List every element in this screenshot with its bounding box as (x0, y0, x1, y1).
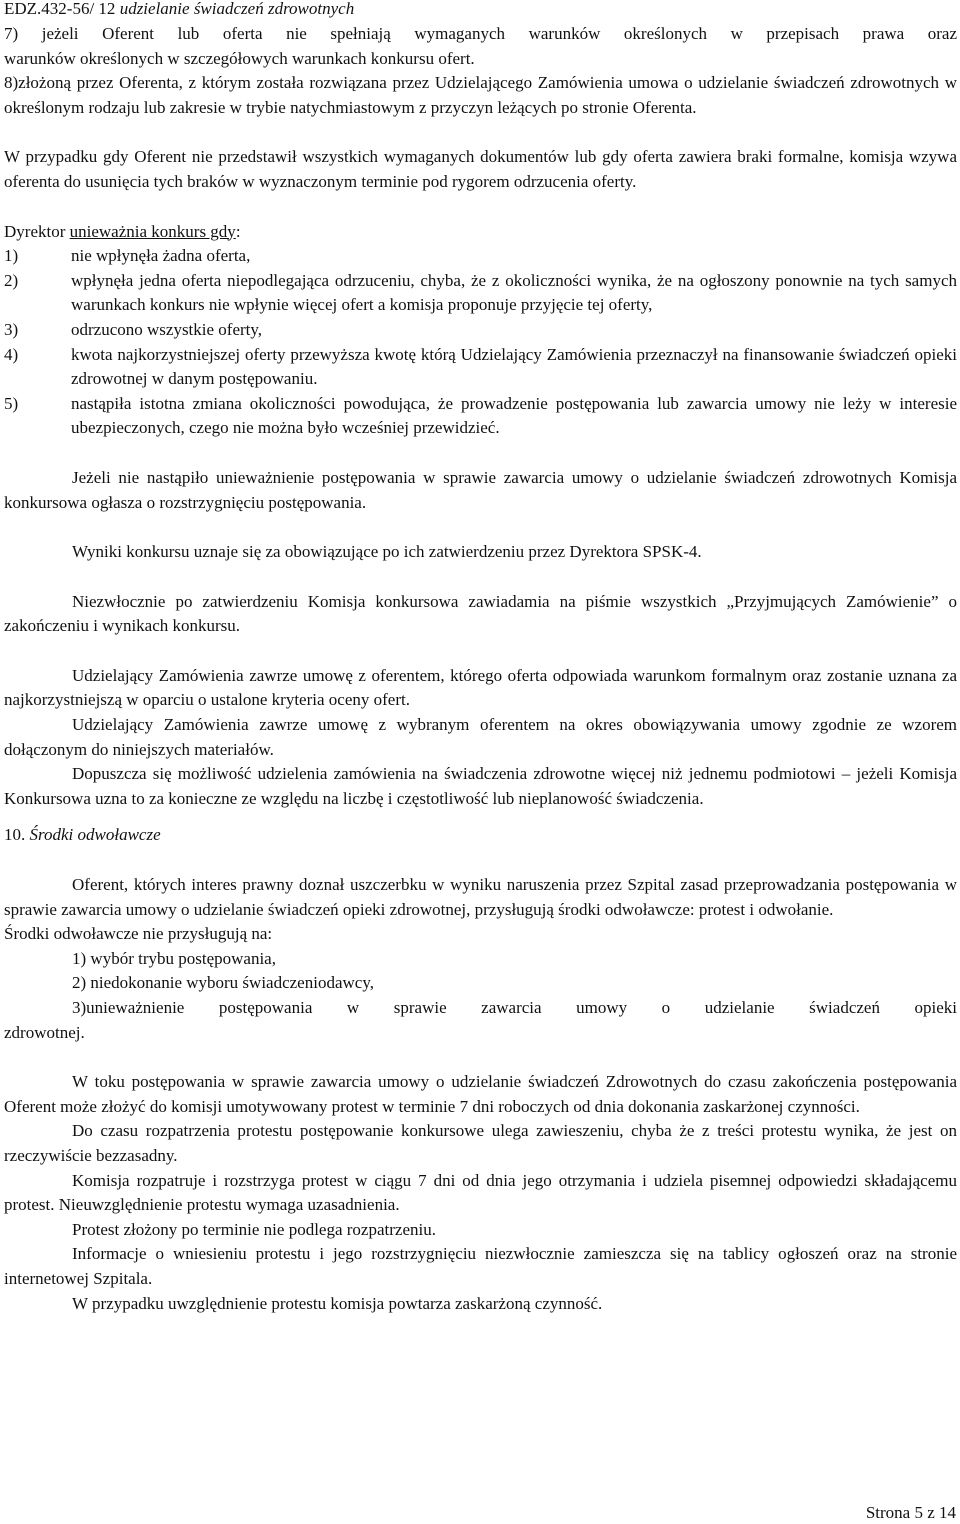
cancellation-lead: Dyrektor unieważnia konkurs gdy: (4, 221, 241, 241)
rejection-item-7-line2: warunków określonych w szczegółowych warunkach konkursu ofert. (4, 48, 475, 68)
document-subject: udzielanie świadczeń zdrowotnych (119, 0, 355, 18)
protest-paragraph: Do czasu rozpatrzenia protestu postępowanie konkursowe ulega zawieszeniu, chyba że z treści protestu wynika, że jest on rzeczywiście bezzasadny. (4, 1121, 957, 1165)
list-item: 4) kwota najkorzystniejszej oferty przewyższa kwotę którą Udzielający Zamówienia przeznaczył na finansowanie świadczeń opieki zdrowotnej w danym postępowaniu. (4, 344, 957, 389)
list-item: 5) nastąpiła istotna zmiana okoliczności powodująca, że prowadzenie postępowania lub zawarcia umowy nie leży w interesie ubezpieczonych, czego nie można było wcześniej przewidzieć. (4, 393, 957, 438)
list-item: 1) nie wpłynęła żadna oferta, (4, 246, 251, 266)
cancellation-conditions-list (4, 244, 957, 441)
multiple-providers-paragraph: Dopuszcza się możliwość udzielenia zamówienia na świadczenia zdrowotne więcej niż jednemu podmiotowi – jeżeli Komisja Konkursowa uzna to za konieczne ze względu na liczbę i częstotliwość lub nieplanowość świadczenia. (4, 764, 957, 808)
appeal-exclusion-item-3-line1: 3)unieważnienie postępowania w sprawie zawarcia umowy o udzielanie świadczeń opieki (72, 998, 957, 1017)
appeal-exclusions-list (4, 947, 957, 996)
section-10-title: Środki odwoławcze (29, 825, 161, 845)
section-10-heading: 10. Środki odwoławcze (4, 825, 161, 845)
notification-paragraph: Niezwłocznie po zatwierdzeniu Komisja konkursowa zawiadamia na piśmie wszystkich „Przyjmujących Zamówienie” o zakończeniu i wynikach konkursu. (4, 591, 957, 636)
appeal-intro-paragraph: Oferent, których interes prawny doznał uszczerbku w wyniku naruszenia przez Szpital zasad przeprowadzania postępowania w sprawie zawarcia umowy o udzielanie świadczeń opieki zdrowotnej, przysługują środki odwoławcze: protest i odwołanie. (4, 875, 957, 919)
contract-paragraph-2: Udzielający Zamówienia zawrze umowę z wybranym oferentem na okres obowiązywania umowy zgodnie ze wzorem dołączonym do niniejszych materiałów. (4, 715, 957, 759)
list-item: 1) wybór trybu postępowania, (72, 948, 276, 968)
protest-paragraph: Komisja rozpatruje i rozstrzyga protest w ciągu 7 dni od dnia jego otrzymania i udziela pisemnej odpowiedzi składającemu protest. Nieuwzględnienie protestu wymaga uzasadnienia. (4, 1170, 957, 1215)
resolution-paragraph: Jeżeli nie nastąpiło unieważnienie postępowania w sprawie zawarcia umowy o udzielanie świadczeń zdrowotnych Komisja konkursowa ogłasza o rozstrzygnięciu postępowania. (4, 467, 957, 512)
results-paragraph: Wyniki konkursu uznaje się za obowiązujące po ich zatwierdzeniu przez Dyrektora SPSK-4. (72, 542, 702, 562)
appeal-exclusion-item-3-line2: zdrowotnej. (4, 1022, 85, 1042)
protest-paragraph: Protest złożony po terminie nie podlega rozpatrzeniu. (72, 1219, 436, 1239)
rejection-item-8: 8)złożoną przez Oferenta, z którym została rozwiązana przez Udzielającego Zamówienia umowa o udzielanie świadczeń zdrowotnych w określonym rodzaju lub zakresie w trybie natychmiastowym z przyczyn leżących po stronie Oferenta. (4, 73, 957, 117)
page-number: Strona 5 z 14 (865, 1503, 956, 1522)
list-item: 2) niedokonanie wyboru świadczeniodawcy, (72, 973, 374, 993)
list-item: 2) wpłynęła jedna oferta niepodlegająca odrzuceniu, chyba, że z okoliczności wynika, że na ogłoszony ponownie na tych samych warunkach konkurs nie wpłynie więcej ofert a komisja proponuje przyjęcie tej oferty, (4, 270, 957, 315)
protest-paragraph: W toku postępowania w sprawie zawarcia umowy o udzielanie świadczeń Zdrowotnych do czasu zakończenia postępowania Oferent może złożyć do komisji umotywowany protest w terminie 7 dni roboczych od dnia dokonania zaskarżonej czynności. (4, 1072, 957, 1116)
document-code: EDZ.432-56/ 12 (4, 0, 116, 18)
protest-paragraph: W przypadku uwzględnienie protestu komisja powtarza zaskarżoną czynność. (72, 1293, 603, 1313)
list-item: 3) odrzucono wszystkie oferty, (4, 319, 263, 339)
protest-paragraph: Informacje o wniesieniu protestu i jego rozstrzygnięciu niezwłocznie zamieszcza się na tablicy ogłoszeń oraz na stronie internetowej Szpitala. (4, 1244, 957, 1288)
page-header (4, 0, 354, 20)
contract-paragraph-1: Udzielający Zamówienia zawrze umowę z oferentem, którego oferta odpowiada warunkom formalnym oraz zostanie uznana za najkorzystniejszą w oparciu o ustalone kryteria oceny ofert. (4, 665, 957, 710)
document-body (4, 22, 957, 1316)
cancellation-lead-underlined: unieważnia konkurs gdy (69, 221, 236, 241)
rejection-item-7-line1: 7) jeżeli Oferent lub oferta nie spełniają wymaganych warunków określonych w przepisach prawa oraz (4, 24, 957, 43)
formal-defects-paragraph: W przypadku gdy Oferent nie przedstawił wszystkich wymaganych dokumentów lub gdy oferta zawiera braki formalne, komisja wzywa oferenta do usunięcia tych braków w wyznaczonym terminie pod rygorem odrzucenia oferty. (4, 147, 957, 191)
appeal-exclusions-lead: Środki odwoławcze nie przysługują na: (4, 924, 273, 944)
